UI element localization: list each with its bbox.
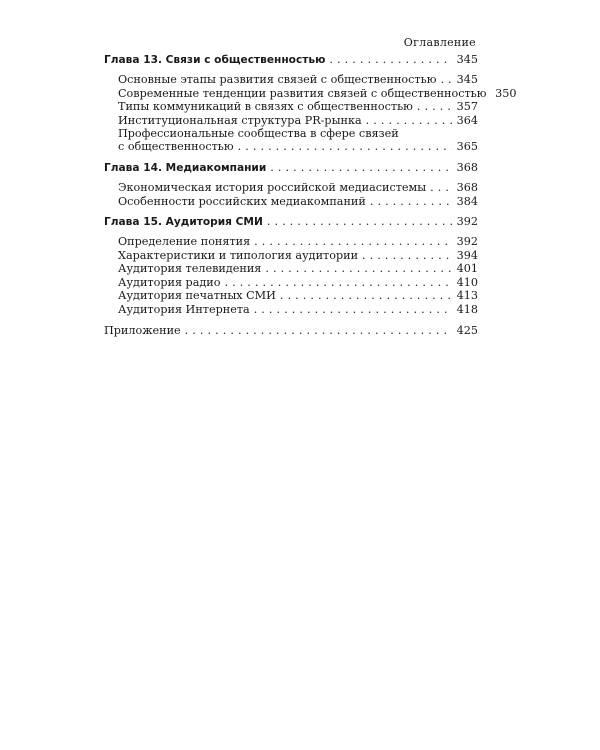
section-title: Современные тенденции развития связей с общественностью [118,86,487,100]
toc-section[interactable] [104,195,478,208]
leader-dots [370,195,452,208]
appendix-title: Приложение [104,323,181,337]
leader-dots [440,73,452,86]
section-title: Институциональная структура PR-рынка [118,113,362,127]
page-number: 368 [456,181,478,195]
section-title: Основные этапы развития связей с общественностью [118,73,437,87]
page-number: 384 [456,194,478,208]
page-number: 345 [456,53,478,66]
section-title: Экономическая история российской медиасистемы [118,181,427,195]
section-title: Определение понятия [118,235,251,249]
section-title: Аудитория Интернета [118,302,250,316]
toc-chapter-13[interactable] [104,53,478,67]
toc-section[interactable] [104,114,478,127]
leader-dots [254,303,452,316]
toc-section[interactable] [104,262,478,275]
page-number: 368 [456,160,478,174]
leader-dots [185,324,452,337]
section-title: Аудитория радио [118,275,221,289]
section-title: Аудитория телевидения [118,262,262,276]
toc-section[interactable] [104,276,478,289]
toc-section-multiline[interactable] [104,127,478,154]
leader-dots [280,289,452,302]
page-number: 350 [495,86,517,100]
toc-section[interactable] [104,73,478,86]
page-number: 401 [456,262,478,276]
page-number: 392 [456,215,478,229]
leader-dots [430,181,452,194]
leader-dots [254,235,452,248]
toc-section[interactable] [104,289,478,302]
table-of-contents [104,53,517,337]
toc-chapter-14[interactable] [104,161,478,175]
section-title: Типы коммуникаций в связях с общественностью [118,100,413,114]
page-number: 345 [456,73,478,87]
page-number: 357 [456,100,478,114]
section-title: Характеристики и типология аудитории [118,248,359,262]
chapter-title: Глава 13. Связи с общественностью [104,54,326,66]
leader-dots [366,114,452,127]
toc-section[interactable] [104,303,478,316]
page-number: 410 [456,275,478,289]
page-number: 364 [456,113,478,127]
chapter-title: Глава 15. Аудитория СМИ [104,216,263,229]
page-number: 425 [456,323,478,337]
section-title: Особенности российских медиакомпаний [118,194,366,208]
section-title-line1: Профессиональные сообщества в сфере связей [118,127,399,141]
chapter-title: Глава 14. Медиакомпании [104,161,267,174]
leader-dots [238,140,452,153]
leader-dots [362,249,452,262]
leader-dots [270,161,452,174]
toc-chapter-15[interactable] [104,215,478,229]
running-head: Оглавление [403,36,476,49]
leader-dots [417,100,452,113]
page-number: 392 [456,235,478,249]
leader-dots [329,53,452,66]
page-number: 394 [456,248,478,262]
leader-dots [265,262,452,275]
page-number: 418 [456,302,478,316]
toc-section[interactable] [104,249,478,262]
leader-dots [224,276,452,289]
section-title-line2: с общественностью [118,140,234,154]
toc-section[interactable] [104,100,478,113]
toc-section[interactable] [104,86,517,100]
leader-dots [267,215,452,228]
page-number: 413 [456,289,478,303]
page-number: 365 [456,140,478,154]
toc-section[interactable] [104,181,478,194]
toc-section[interactable] [104,235,478,248]
toc-appendix[interactable] [104,324,478,337]
section-title: Аудитория печатных СМИ [118,289,276,303]
